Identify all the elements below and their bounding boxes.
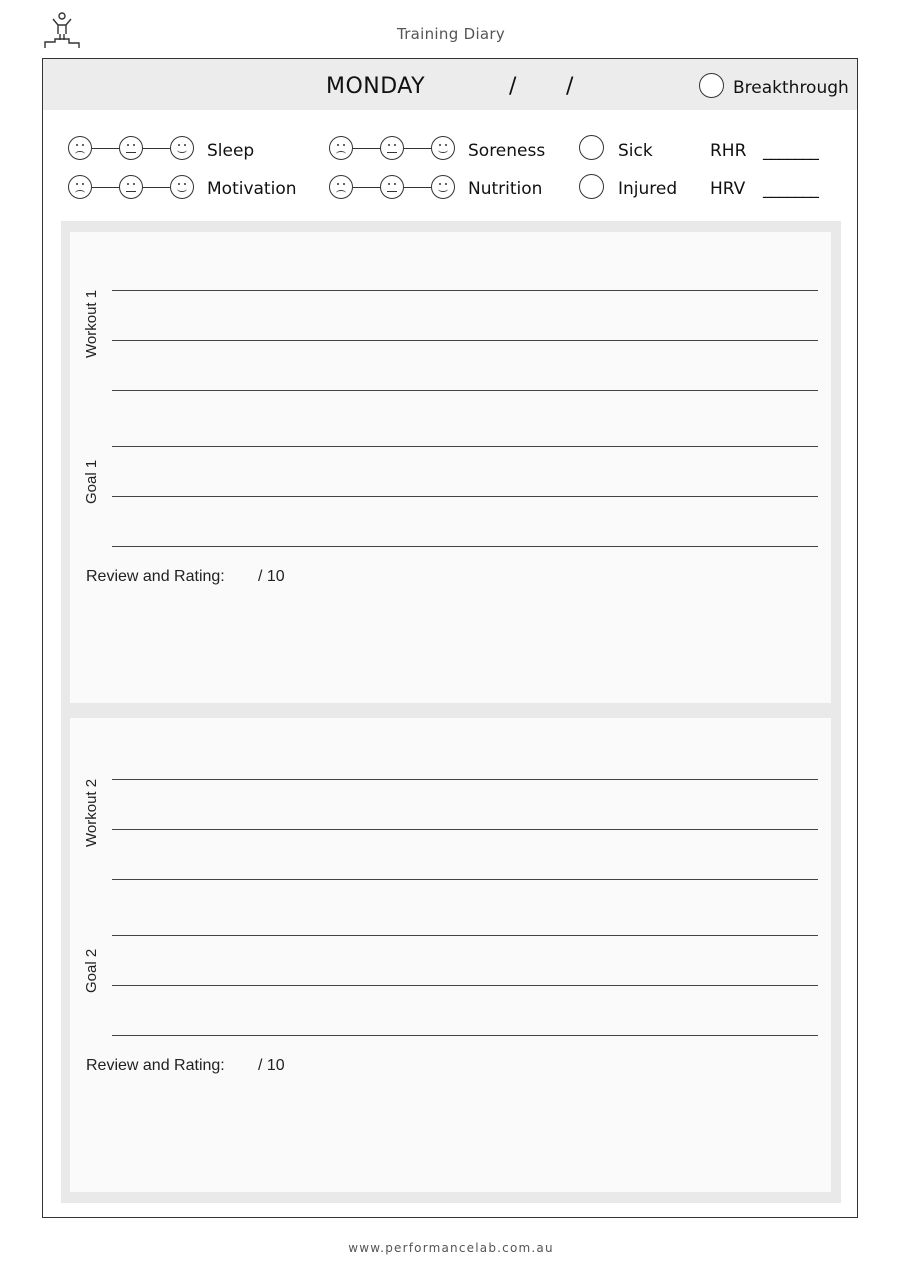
sick-checkbox[interactable]: [579, 135, 604, 160]
sick-label: Sick: [618, 141, 653, 161]
soreness-label: Soreness: [468, 141, 546, 161]
rhr-entry-field[interactable]: _______: [763, 141, 819, 161]
sad-face-icon[interactable]: [329, 175, 353, 199]
workout-1-line[interactable]: [112, 340, 818, 341]
goal-1-line[interactable]: [112, 546, 818, 547]
goal-1-label: Goal 1: [83, 459, 100, 504]
footer-url: www.performancelab.com.au: [348, 1241, 554, 1255]
date-separator: /: [509, 74, 517, 99]
rhr-label: RHR: [710, 141, 747, 161]
workout-2-line[interactable]: [112, 829, 818, 830]
neutral-face-icon[interactable]: [380, 136, 404, 160]
sad-face-icon[interactable]: [68, 175, 92, 199]
goal-2-line[interactable]: [112, 935, 818, 936]
happy-face-icon[interactable]: [170, 136, 194, 160]
goal-2-line[interactable]: [112, 985, 818, 986]
session-2-panel: [70, 718, 831, 1192]
happy-face-icon[interactable]: [431, 175, 455, 199]
day-name: MONDAY: [326, 74, 426, 99]
workout-1-label: Workout 1: [83, 289, 100, 358]
breakthrough-label: Breakthrough: [733, 78, 849, 98]
workout-1-line[interactable]: [112, 290, 818, 291]
goal-1-line[interactable]: [112, 496, 818, 497]
nutrition-label: Nutrition: [468, 179, 543, 199]
rating-2-field[interactable]: / 10: [258, 1057, 285, 1074]
session-1-panel: [70, 232, 831, 703]
sleep-label: Sleep: [207, 141, 255, 161]
injured-label: Injured: [618, 179, 678, 199]
goal-2-line[interactable]: [112, 1035, 818, 1036]
goal-1-line[interactable]: [112, 446, 818, 447]
injured-checkbox[interactable]: [579, 174, 604, 199]
hrv-entry-field[interactable]: _______: [763, 179, 819, 199]
breakthrough-checkbox[interactable]: [699, 73, 724, 98]
goal-2-label: Goal 2: [83, 948, 100, 993]
neutral-face-icon[interactable]: [119, 136, 143, 160]
date-separator: /: [566, 74, 574, 99]
sad-face-icon[interactable]: [68, 136, 92, 160]
workout-2-label: Workout 2: [83, 778, 100, 847]
motivation-label: Motivation: [207, 179, 297, 199]
review-1-label: Review and Rating:: [86, 568, 225, 585]
sad-face-icon[interactable]: [329, 136, 353, 160]
happy-face-icon[interactable]: [170, 175, 194, 199]
document-title: Training Diary: [396, 25, 506, 43]
hrv-label: HRV: [710, 179, 746, 199]
review-2-label: Review and Rating:: [86, 1057, 225, 1074]
workout-2-line[interactable]: [112, 779, 818, 780]
workout-2-line[interactable]: [112, 879, 818, 880]
neutral-face-icon[interactable]: [380, 175, 404, 199]
neutral-face-icon[interactable]: [119, 175, 143, 199]
rating-1-field[interactable]: / 10: [258, 568, 285, 585]
workout-1-line[interactable]: [112, 390, 818, 391]
happy-face-icon[interactable]: [431, 136, 455, 160]
